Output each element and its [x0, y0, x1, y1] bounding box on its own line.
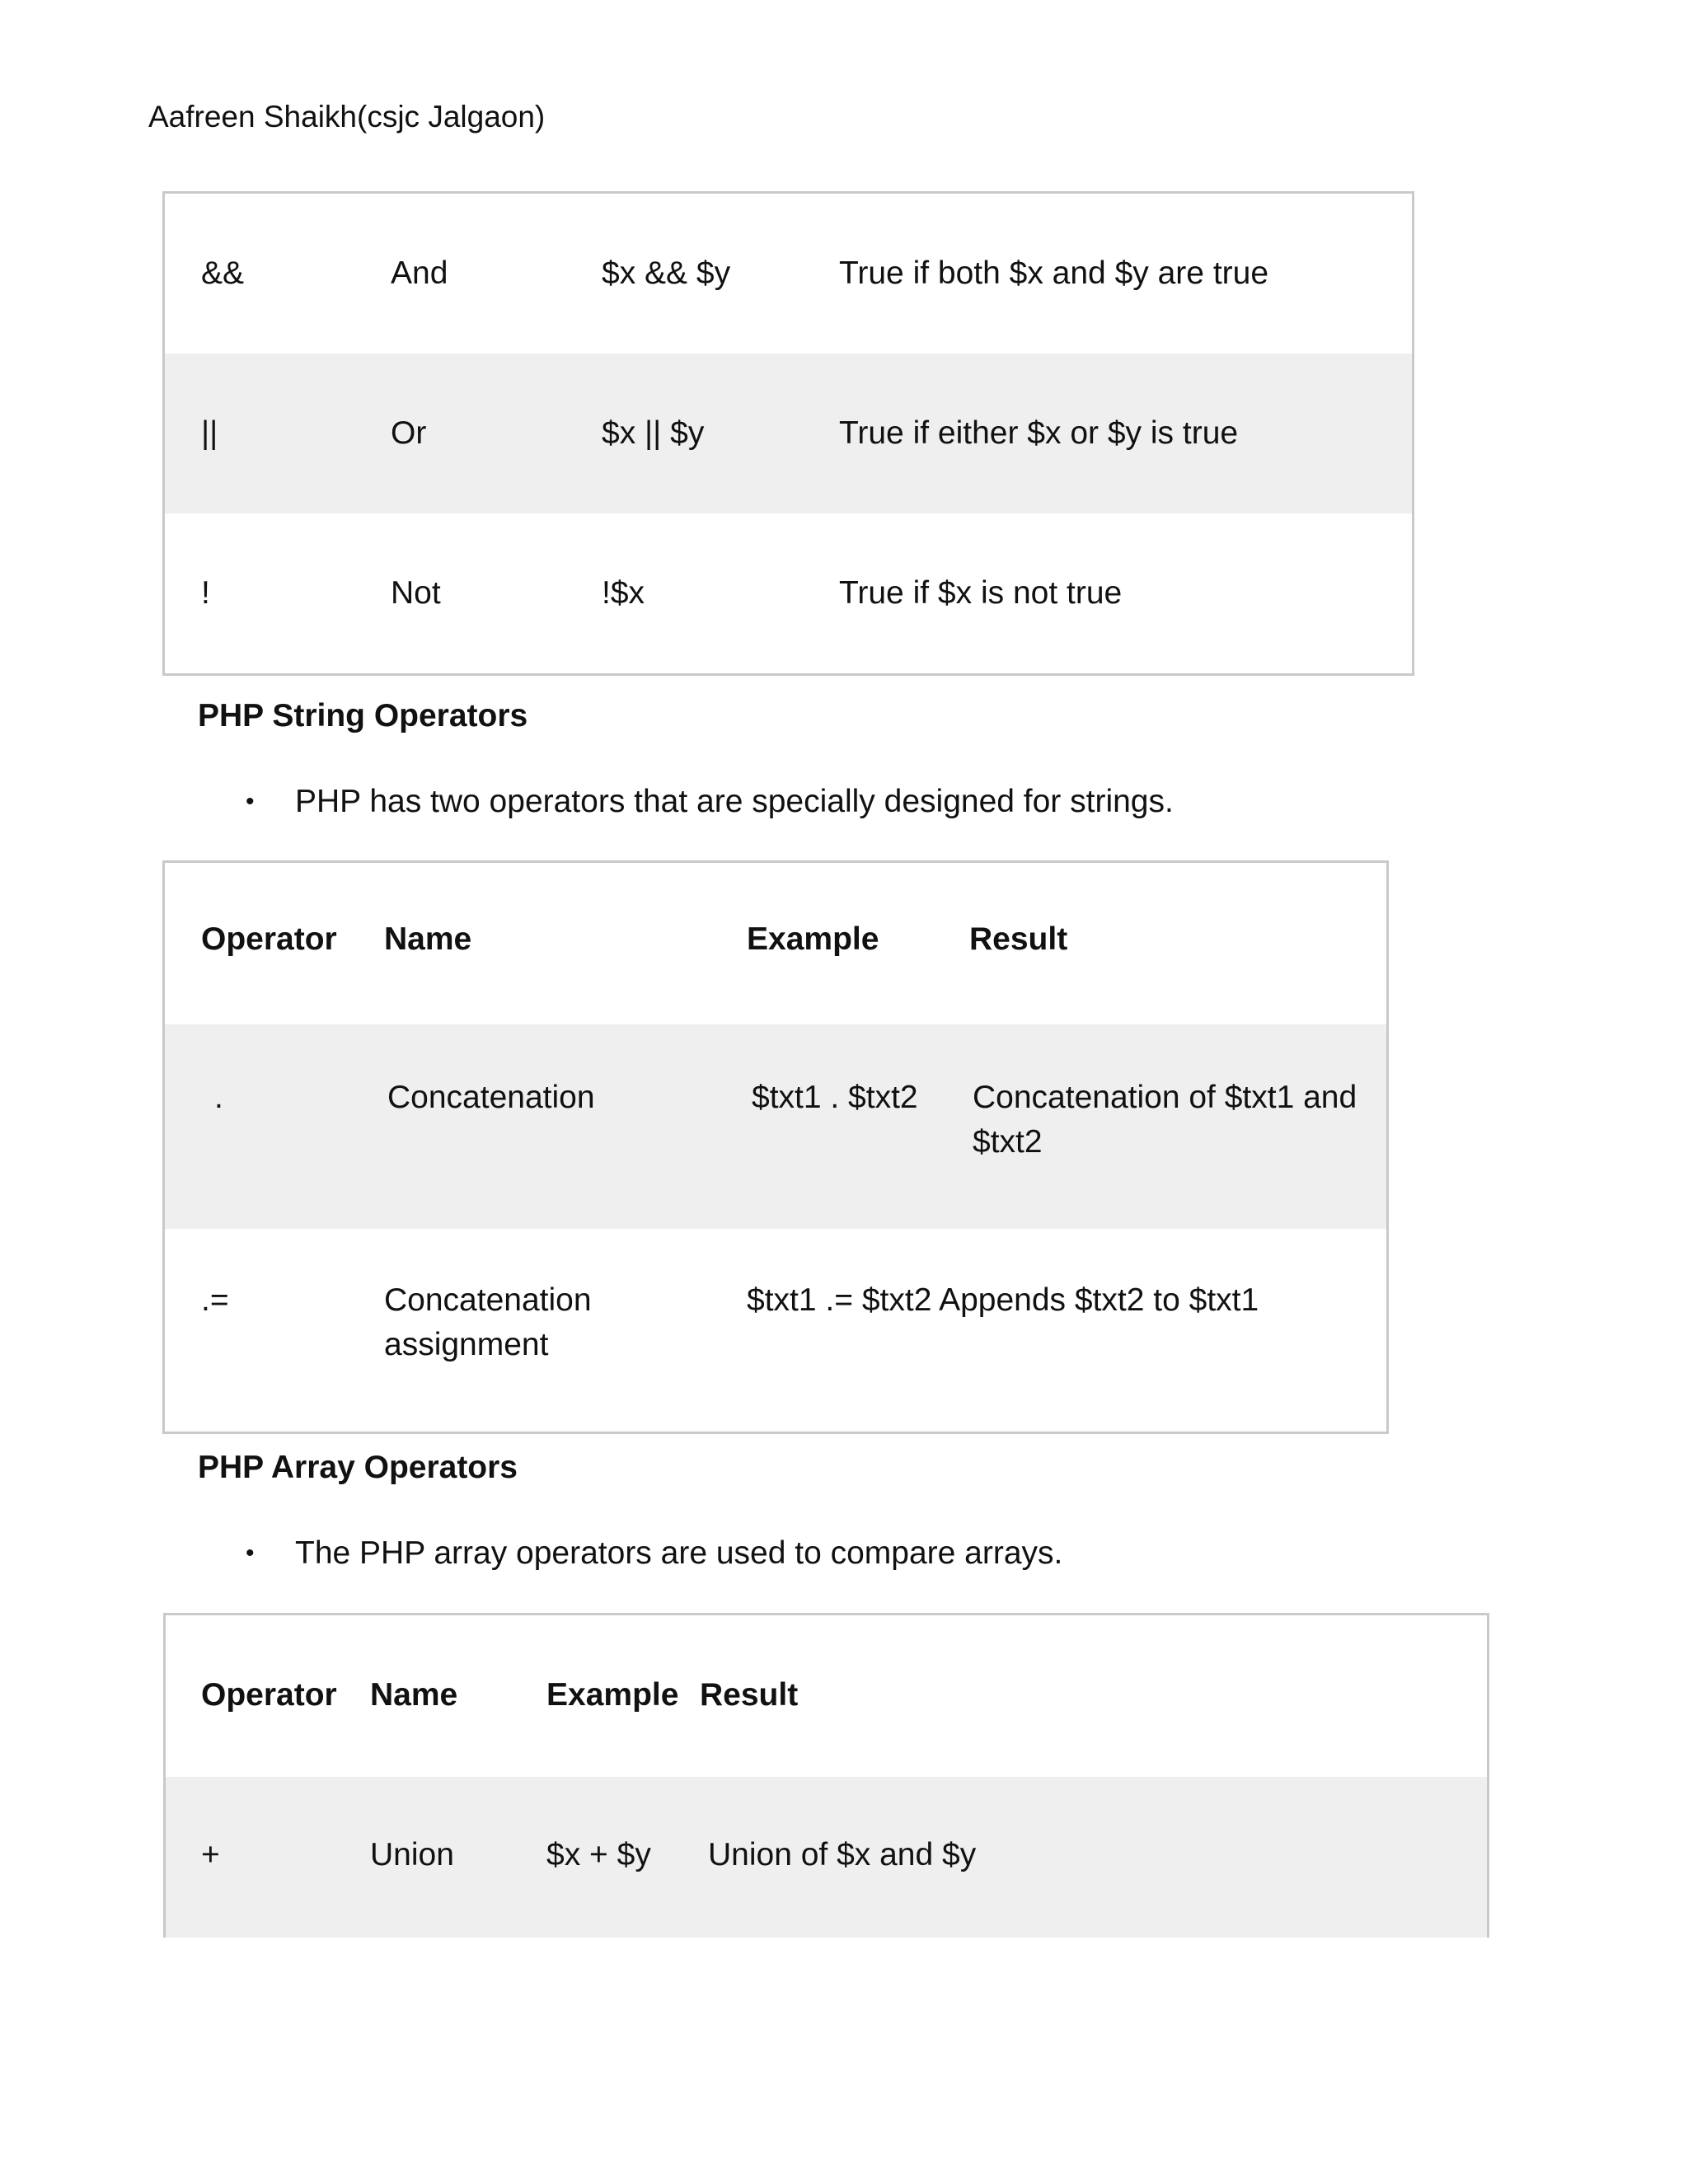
example-cell: $txt1 . $txt2	[752, 1080, 918, 1115]
table-row	[165, 354, 1412, 513]
header-result: Result	[969, 921, 1068, 957]
name-cell: And	[391, 255, 448, 291]
name-cell: Concatenation assignment	[384, 1282, 592, 1362]
operator-cell: +	[201, 1837, 220, 1872]
table-row	[165, 194, 1412, 354]
table-row	[165, 1024, 1386, 1229]
result-cell: Union of $x and $y	[708, 1837, 977, 1872]
example-result-cell	[747, 1278, 1259, 1323]
logical-operators-table	[162, 191, 1414, 676]
header-result: Result	[700, 1677, 799, 1713]
table-header-row	[166, 1615, 1487, 1777]
table-row	[166, 1777, 1487, 1938]
header-operator: Operator	[201, 921, 337, 957]
name-cell: Union	[370, 1837, 454, 1872]
operator-cell: !	[201, 575, 210, 611]
string-operators-bullet: PHP has two operators that are specially designed for strings.	[295, 784, 1174, 819]
bullet-icon: •	[246, 1540, 255, 1567]
author-header: Aafreen Shaikh(csjc Jalgaon)	[148, 100, 546, 134]
example-cell: $x && $y	[602, 255, 731, 291]
table-row	[165, 513, 1412, 673]
example-cell: $x + $y	[546, 1837, 651, 1872]
operator-cell: &&	[201, 255, 245, 291]
table-header-row	[165, 863, 1386, 1024]
result-cell: Concatenation of $txt1 and $txt2	[973, 1080, 1357, 1160]
header-operator: Operator	[201, 1677, 337, 1713]
operator-cell: ||	[201, 415, 218, 451]
result-cell: Appends $txt2 to $txt1	[939, 1282, 1259, 1318]
example-cell: $txt1 .= $txt2	[747, 1282, 932, 1318]
bullet-icon: •	[246, 788, 255, 815]
array-operators-bullet: The PHP array operators are used to compare arrays.	[295, 1535, 1063, 1571]
example-cell: !$x	[602, 575, 645, 611]
result-cell: True if $x is not true	[839, 575, 1123, 611]
example-cell: $x || $y	[602, 415, 705, 451]
operator-cell: .=	[201, 1282, 229, 1318]
name-cell: Or	[391, 415, 427, 451]
string-operators-table	[162, 860, 1389, 1434]
operator-cell: .	[214, 1080, 223, 1115]
header-example: Example	[747, 921, 879, 957]
array-operators-table	[163, 1613, 1489, 1938]
array-operators-heading: PHP Array Operators	[198, 1450, 518, 1485]
string-operators-heading: PHP String Operators	[198, 698, 528, 733]
name-cell: Concatenation	[387, 1080, 595, 1115]
name-cell: Not	[391, 575, 441, 611]
header-name: Name	[370, 1677, 458, 1713]
result-cell: True if either $x or $y is true	[839, 415, 1239, 451]
result-cell: True if both $x and $y are true	[839, 255, 1269, 291]
header-example: Example	[546, 1677, 679, 1713]
header-name: Name	[384, 921, 472, 957]
table-row	[165, 1229, 1386, 1432]
